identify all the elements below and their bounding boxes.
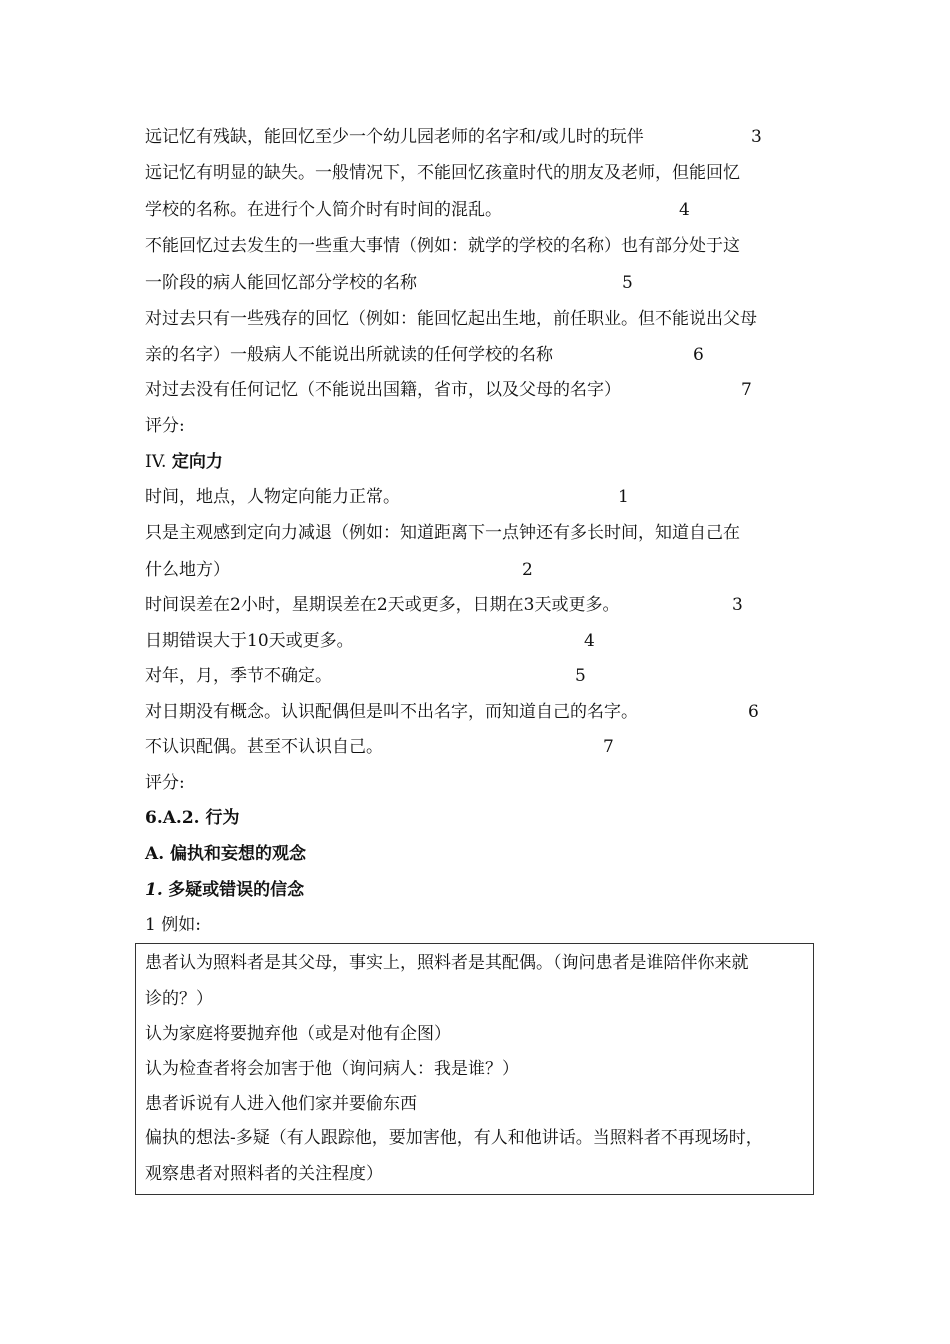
orientation-score-4: 4 <box>584 631 595 651</box>
orientation-heading <box>145 452 223 472</box>
memory-score-label: 评分: <box>145 416 185 436</box>
memory-line-3a: 不能回忆过去发生的一些重大事情（例如：就学的学校的名称）也有部分处于这 <box>145 236 740 256</box>
orientation-heading-text: 定向力 <box>171 452 223 472</box>
orientation-score-1: 1 <box>618 487 629 507</box>
memory-line-1: 远记忆有残缺，能回忆至少一个幼儿园老师的名字和/或儿时的玩伴 <box>145 127 644 147</box>
orientation-score-label: 评分: <box>145 773 185 793</box>
memory-line-5: 对过去没有任何记忆（不能说出国籍，省市，以及父母的名字） <box>145 380 621 400</box>
memory-score-3: 3 <box>751 127 762 147</box>
orientation-score-6: 6 <box>748 702 759 722</box>
orientation-line-2a: 只是主观感到定向力减退（例如：知道距离下一点钟还有多长时间，知道自己在 <box>145 523 740 543</box>
example-label: 1 例如: <box>145 915 201 935</box>
example-line: 观察患者对照料者的关注程度） <box>145 1164 383 1184</box>
example-line: 患者认为照料者是其父母，事实上，照料者是其配偶。（询问患者是谁陪伴你来就 <box>145 953 749 973</box>
orientation-score-5: 5 <box>575 666 586 686</box>
orientation-line-4: 日期错误大于10天或更多。 <box>145 631 354 651</box>
behavior-item-1-heading <box>145 880 304 900</box>
orientation-score-7: 7 <box>603 737 614 757</box>
memory-score-5: 5 <box>622 273 633 293</box>
memory-score-7: 7 <box>741 380 752 400</box>
orientation-line-1: 时间，地点，人物定向能力正常。 <box>145 487 400 507</box>
orientation-heading-num: IV. <box>145 452 167 472</box>
memory-line-2a: 远记忆有明显的缺失。一般情况下，不能回忆孩童时代的朋友及老师，但能回忆 <box>145 163 740 183</box>
example-line: 认为家庭将要抛弃他（或是对他有企图） <box>145 1024 451 1044</box>
memory-line-4b: 亲的名字）一般病人不能说出所就读的任何学校的名称 <box>145 345 553 365</box>
memory-line-3b: 一阶段的病人能回忆部分学校的名称 <box>145 273 417 293</box>
memory-score-6: 6 <box>693 345 704 365</box>
behavior-section-heading: 6.A.2. 行为 <box>145 808 240 828</box>
orientation-line-7: 不认识配偶。甚至不认识自己。 <box>145 737 383 757</box>
orientation-score-3: 3 <box>732 595 743 615</box>
example-line: 偏执的想法-多疑（有人跟踪他，要加害他，有人和他讲话。当照料者不再现场时， <box>145 1128 763 1148</box>
memory-line-2b: 学校的名称。在进行个人简介时有时间的混乱。 <box>145 200 502 220</box>
example-line: 诊的？） <box>145 989 213 1009</box>
memory-score-4: 4 <box>679 200 690 220</box>
example-line: 患者诉说有人进入他们家并要偷东西 <box>145 1094 417 1114</box>
orientation-line-6: 对日期没有概念。认识配偶但是叫不出名字，而知道自己的名字。 <box>145 702 638 722</box>
orientation-line-2b: 什么地方） <box>145 560 230 580</box>
orientation-line-5: 对年，月，季节不确定。 <box>145 666 332 686</box>
behavior-subheading-a: A. 偏执和妄想的观念 <box>145 844 307 864</box>
example-line: 认为检查者将会加害于他（询问病人：我是谁？） <box>145 1059 519 1079</box>
behavior-item-1-text: 多疑或错误的信念 <box>168 880 305 900</box>
memory-line-4a: 对过去只有一些残存的回忆（例如：能回忆起出生地，前任职业。但不能说出父母 <box>145 309 757 329</box>
orientation-score-2: 2 <box>522 560 533 580</box>
orientation-line-3: 时间误差在2小时，星期误差在2天或更多，日期在3天或更多。 <box>145 595 620 615</box>
behavior-item-1-num: 1. <box>145 880 163 900</box>
